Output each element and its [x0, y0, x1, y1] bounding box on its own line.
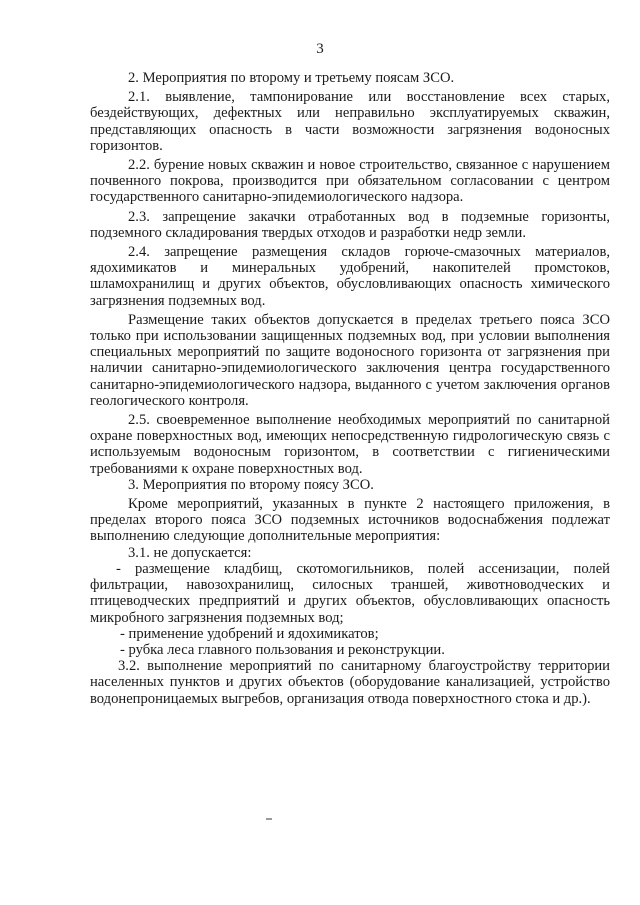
paragraph-2-3: 2.3. запрещение закачки отработанных вод в подземные горизонты, подземного складирования твердых отходов и разработки недр земли.: [90, 208, 610, 241]
paragraph-placement: Размещение таких объектов допускается в пределах третьего пояса ЗСО только при использовании защищенных подземных вод, при условии выполнения специальных мероприятий по защите водоносного горизонта от загрязнения при наличии санитарно-эпидемиологического заключения центра государственного санитарно-эпидемиологического надзора, выданного с учетом заключения органов геологического контроля.: [90, 311, 610, 409]
paragraph-3-2: 3.2. выполнение мероприятий по санитарному благоустройству территории населенных пунктов и других объектов (оборудование канализацией, устройство водонепроницаемых выгребов, организация отвода поверхностного стока и др.).: [90, 658, 610, 707]
paragraph-2-1: 2.1. выявление, тампонирование или восстановление всех старых, бездействующих, дефектных или неправильно эксплуатируемых скважин, представляющих опасность в части возможности загрязнения водоносных горизонтов.: [90, 89, 610, 154]
section-heading-3: 3. Мероприятия по второму поясу ЗСО.: [128, 476, 374, 493]
document-body: [90, 70, 610, 707]
scan-mark: [266, 818, 272, 820]
list-item-3-1-a: - размещение кладбищ, скотомогильников, полей ассенизации, полей фильтрации, навозохранилищ, силосных траншей, животноводческих и птицеводческих предприятий и других объектов, обусловливающих опасность микробного загрязнения подземных вод;: [90, 560, 610, 626]
section-heading-2: 2. Мероприятия по второму и третьему поясам ЗСО.: [128, 70, 455, 86]
list-item-3-1-b: - применение удобрений и ядохимикатов;: [120, 625, 379, 642]
list-item-3-1-c: - рубка леса главного пользования и реконструкции.: [120, 641, 445, 658]
paragraph-2-2: 2.2. бурение новых скважин и новое строительство, связанное с нарушением почвенного покрова, производится при обязательном согласовании с центром государственного санитарно-эпидемиологического надзора.: [90, 157, 610, 206]
paragraph-3-1: 3.1. не допускается:: [128, 544, 252, 561]
paragraph-3-intro: Кроме мероприятий, указанных в пункте 2 настоящего приложения, в пределах второго пояса ЗСО подземных источников водоснабжения подлежат выполнению следующие дополнительные мероприятия:: [90, 496, 610, 545]
paragraph-2-5: 2.5. своевременное выполнение необходимых мероприятий по санитарной охране поверхностных вод, имеющих непосредственную гидрологическую связь с используемым водоносным горизонтом, в соответствии с гигиеническими требованиями к охране поверхностных вод.: [90, 412, 610, 477]
page-number: 3: [316, 41, 324, 57]
paragraph-2-4: 2.4. запрещение размещения складов горюче-смазочных материалов, ядохимикатов и минеральных удобрений, накопителей промстоков, шламохранилищ и других объектов, обусловливающих опасность химического загрязнения подземных вод.: [90, 244, 610, 309]
